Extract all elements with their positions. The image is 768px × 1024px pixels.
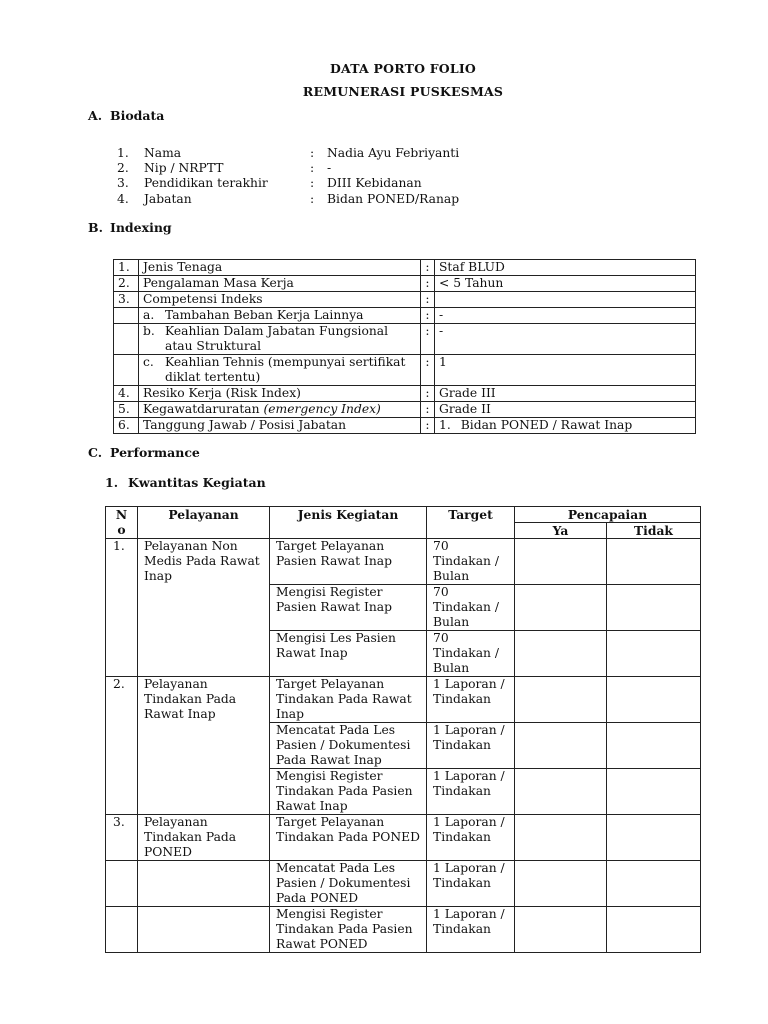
indexing-table xyxy=(113,259,696,434)
subsection-title: Kwantitas Kegiatan xyxy=(128,475,266,490)
indexing-number: 4. xyxy=(114,386,139,402)
indexing-value-text: - xyxy=(439,324,444,338)
indexing-label-italic: (emergency Index) xyxy=(263,402,381,416)
kwantitas-row xyxy=(106,677,701,723)
kwantitas-number-empty xyxy=(106,861,138,907)
indexing-label xyxy=(139,418,421,434)
biodata-number: 4. xyxy=(117,191,129,206)
kwantitas-pencapaian-tidak xyxy=(607,861,701,907)
kwantitas-jenis-kegiatan: Mengisi Les Pasien Rawat Inap xyxy=(270,631,427,677)
performance-heading xyxy=(88,445,200,460)
kwantitas-target: 1 Laporan / Tindakan xyxy=(427,907,515,953)
kwantitas-pencapaian-tidak xyxy=(607,907,701,953)
kwantitas-heading xyxy=(105,475,266,490)
indexing-value-text: < 5 Tahun xyxy=(439,276,504,290)
indexing-row xyxy=(114,308,696,324)
kwantitas-jenis-kegiatan: Mencatat Pada Les Pasien / Dokumentesi Pada PONED xyxy=(270,861,427,907)
indexing-label xyxy=(139,260,421,276)
kwantitas-pencapaian-ya xyxy=(515,907,607,953)
kwantitas-target: 1 Laporan / Tindakan xyxy=(427,861,515,907)
indexing-value xyxy=(435,324,696,355)
indexing-value-text: Grade III xyxy=(439,386,496,400)
biodata-row xyxy=(117,161,459,176)
biodata-number: 2. xyxy=(117,161,129,176)
indexing-colon: : xyxy=(421,260,435,276)
kwantitas-pencapaian-ya xyxy=(515,585,607,631)
kwantitas-pencapaian-tidak xyxy=(607,815,701,861)
indexing-colon: : xyxy=(421,276,435,292)
kwantitas-row xyxy=(106,539,701,585)
kwantitas-target: 1 Laporan / Tindakan xyxy=(427,815,515,861)
kwantitas-jenis-kegiatan: Target Pelayanan Pasien Rawat Inap xyxy=(270,539,427,585)
col-header-pelayanan: Pelayanan xyxy=(138,507,270,539)
indexing-label xyxy=(139,355,421,386)
indexing-value-text: - xyxy=(439,308,444,322)
indexing-label-text: Jenis Tenaga xyxy=(143,260,223,274)
biodata-heading xyxy=(88,108,164,123)
indexing-label-text: Keahlian Tehnis (mempunyai sertifikat diklat tertentu) xyxy=(165,355,406,384)
section-letter: A. xyxy=(88,108,103,123)
indexing-value xyxy=(435,402,696,418)
biodata-row xyxy=(117,146,459,161)
section-letter: C. xyxy=(88,445,103,460)
indexing-row xyxy=(114,276,696,292)
biodata-label: Pendidikan terakhir xyxy=(144,176,268,191)
indexing-colon: : xyxy=(421,355,435,386)
indexing-label xyxy=(139,324,421,355)
col-header-jenis-kegiatan: Jenis Kegiatan xyxy=(270,507,427,539)
indexing-value-text: Staf BLUD xyxy=(439,260,505,274)
indexing-value xyxy=(435,260,696,276)
kwantitas-pelayanan: Pelayanan Tindakan Pada PONED xyxy=(138,815,270,861)
indexing-number: 3. xyxy=(114,292,139,308)
indexing-label-text: Tambahan Beban Kerja Lainnya xyxy=(165,308,364,322)
kwantitas-pencapaian-ya xyxy=(515,861,607,907)
indexing-value xyxy=(435,355,696,386)
biodata-list xyxy=(117,146,459,207)
indexing-value xyxy=(435,418,696,434)
kwantitas-row xyxy=(106,861,701,907)
indexing-label-text: Kegawatdaruratan xyxy=(143,402,260,416)
indexing-value-text: Bidan PONED / Rawat Inap xyxy=(460,418,633,432)
kwantitas-pencapaian-tidak xyxy=(607,631,701,677)
indexing-label xyxy=(139,386,421,402)
indexing-label xyxy=(139,402,421,418)
biodata-label: Nip / NRPTT xyxy=(144,161,224,176)
kwantitas-pencapaian-ya xyxy=(515,815,607,861)
kwantitas-pencapaian-ya xyxy=(515,539,607,585)
kwantitas-pencapaian-tidak xyxy=(607,677,701,723)
biodata-label: Jabatan xyxy=(144,191,192,206)
biodata-colon: : xyxy=(310,176,315,191)
kwantitas-number: 2. xyxy=(106,677,138,815)
kwantitas-target: 70 Tindakan / Bulan xyxy=(427,631,515,677)
kwantitas-row xyxy=(106,815,701,861)
indexing-label-text: Tanggung Jawab / Posisi Jabatan xyxy=(143,418,347,432)
kwantitas-jenis-kegiatan: Mengisi Register Pasien Rawat Inap xyxy=(270,585,427,631)
indexing-label-text: Pengalaman Masa Kerja xyxy=(143,276,294,290)
kwantitas-number-empty xyxy=(106,907,138,953)
indexing-subletter: b. xyxy=(143,324,155,338)
kwantitas-pencapaian-ya xyxy=(515,631,607,677)
section-title: Performance xyxy=(110,445,200,460)
biodata-colon: : xyxy=(310,146,315,160)
kwantitas-pencapaian-ya xyxy=(515,677,607,723)
kwantitas-target: 1 Laporan / Tindakan xyxy=(427,677,515,723)
kwantitas-pelayanan-empty xyxy=(138,907,270,953)
biodata-colon: : xyxy=(310,191,315,206)
indexing-number xyxy=(114,355,139,386)
col-header-tidak: Tidak xyxy=(607,523,701,539)
col-header-target: Target xyxy=(427,507,515,539)
indexing-value-text: 1 xyxy=(439,355,447,369)
biodata-value: - xyxy=(327,161,332,176)
subsection-number: 1. xyxy=(105,475,119,490)
kwantitas-pencapaian-tidak xyxy=(607,585,701,631)
kwantitas-jenis-kegiatan: Mengisi Register Tindakan Pada Pasien Rawat PONED xyxy=(270,907,427,953)
indexing-row xyxy=(114,260,696,276)
indexing-colon: : xyxy=(421,308,435,324)
indexing-number: 6. xyxy=(114,418,139,434)
kwantitas-target: 1 Laporan / Tindakan xyxy=(427,723,515,769)
kwantitas-pencapaian-ya xyxy=(515,723,607,769)
kwantitas-target: 1 Laporan / Tindakan xyxy=(427,769,515,815)
indexing-row xyxy=(114,386,696,402)
indexing-label xyxy=(139,292,421,308)
kwantitas-table xyxy=(105,506,701,953)
indexing-value-text: Grade II xyxy=(439,402,491,416)
indexing-colon: : xyxy=(421,402,435,418)
biodata-value: Nadia Ayu Febriyanti xyxy=(327,146,460,160)
indexing-row xyxy=(114,292,696,308)
indexing-colon: : xyxy=(421,324,435,355)
document-subtitle: REMUNERASI PUSKESMAS xyxy=(302,84,504,99)
section-title: Indexing xyxy=(110,220,172,235)
kwantitas-jenis-kegiatan: Mencatat Pada Les Pasien / Dokumentesi Pada Rawat Inap xyxy=(270,723,427,769)
biodata-row xyxy=(117,176,459,191)
indexing-value xyxy=(435,308,696,324)
kwantitas-pencapaian-tidak xyxy=(607,539,701,585)
indexing-number: 2. xyxy=(114,276,139,292)
biodata-row xyxy=(117,192,459,207)
indexing-row xyxy=(114,402,696,418)
indexing-number: 5. xyxy=(114,402,139,418)
col-header-ya: Ya xyxy=(515,523,607,539)
indexing-number: 1. xyxy=(114,260,139,276)
biodata-value: Bidan PONED/Ranap xyxy=(327,191,460,206)
biodata-value: DIII Kebidanan xyxy=(327,176,422,191)
indexing-colon: : xyxy=(421,292,435,308)
kwantitas-jenis-kegiatan: Mengisi Register Tindakan Pada Pasien Rawat Inap xyxy=(270,769,427,815)
indexing-colon: : xyxy=(421,386,435,402)
indexing-subletter: a. xyxy=(143,308,155,322)
biodata-number: 1. xyxy=(117,146,129,160)
biodata-number: 3. xyxy=(117,176,129,191)
section-title: Biodata xyxy=(110,108,165,123)
indexing-value xyxy=(435,386,696,402)
indexing-value xyxy=(435,292,696,308)
indexing-number xyxy=(114,324,139,355)
indexing-label-text: Keahlian Dalam Jabatan Fungsional atau Struktural xyxy=(165,324,389,353)
indexing-row xyxy=(114,418,696,434)
col-header-pencapaian: Pencapaian xyxy=(515,507,701,523)
kwantitas-row xyxy=(106,907,701,953)
indexing-heading xyxy=(88,220,172,235)
kwantitas-target: 70 Tindakan / Bulan xyxy=(427,585,515,631)
col-header-no: N o xyxy=(106,507,138,539)
kwantitas-number: 1. xyxy=(106,539,138,677)
indexing-row xyxy=(114,355,696,386)
indexing-colon: : xyxy=(421,418,435,434)
kwantitas-pelayanan-empty xyxy=(138,861,270,907)
document-title: DATA PORTO FOLIO xyxy=(329,61,476,76)
indexing-label xyxy=(139,308,421,324)
kwantitas-target: 70 Tindakan / Bulan xyxy=(427,539,515,585)
kwantitas-number: 3. xyxy=(106,815,138,861)
indexing-number xyxy=(114,308,139,324)
indexing-label-text: Resiko Kerja (Risk Index) xyxy=(143,386,301,400)
indexing-label-text: Competensi Indeks xyxy=(143,292,263,306)
kwantitas-jenis-kegiatan: Target Pelayanan Tindakan Pada PONED xyxy=(270,815,427,861)
indexing-row xyxy=(114,324,696,355)
kwantitas-pencapaian-tidak xyxy=(607,769,701,815)
kwantitas-pencapaian-tidak xyxy=(607,723,701,769)
kwantitas-pencapaian-ya xyxy=(515,769,607,815)
section-letter: B. xyxy=(88,220,103,235)
kwantitas-pelayanan: Pelayanan Non Medis Pada Rawat Inap xyxy=(138,539,270,677)
indexing-value-number: 1. xyxy=(439,418,451,432)
indexing-label xyxy=(139,276,421,292)
indexing-subletter: c. xyxy=(143,355,154,369)
biodata-colon: : xyxy=(310,161,315,176)
kwantitas-pelayanan: Pelayanan Tindakan Pada Rawat Inap xyxy=(138,677,270,815)
kwantitas-jenis-kegiatan: Target Pelayanan Tindakan Pada Rawat Inap xyxy=(270,677,427,723)
indexing-value xyxy=(435,276,696,292)
biodata-label: Nama xyxy=(144,146,182,160)
